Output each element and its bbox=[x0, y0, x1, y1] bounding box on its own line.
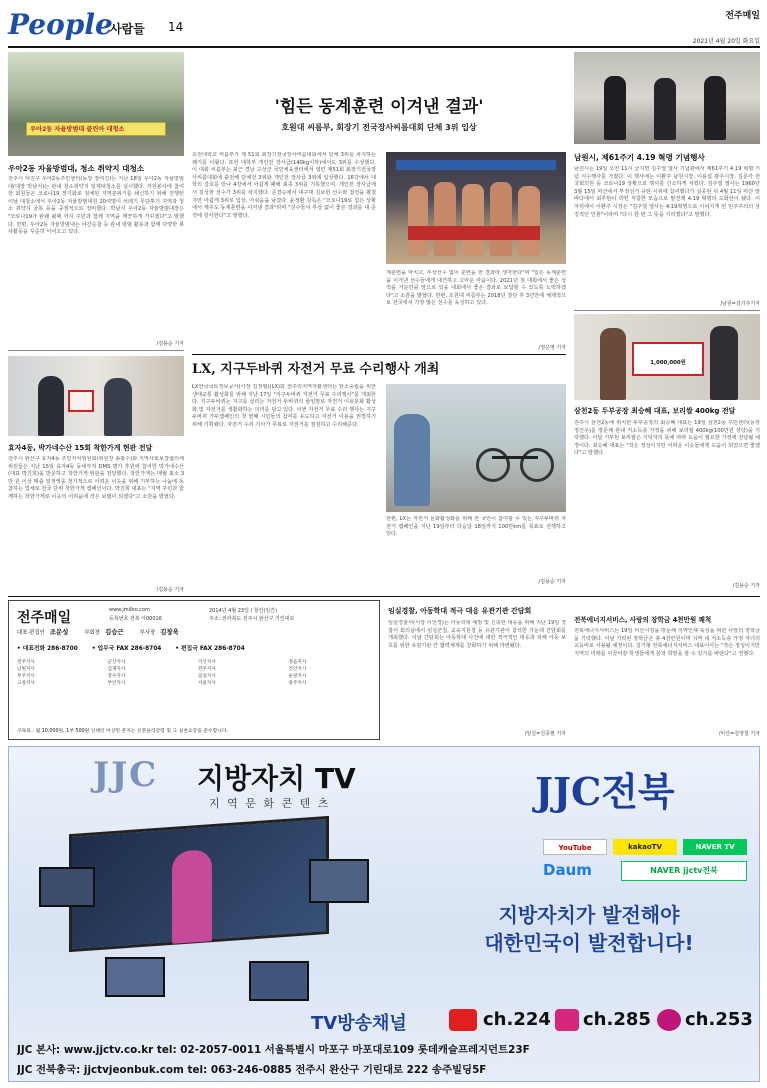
byline-namwon: /남원=김기주기자 bbox=[720, 301, 760, 307]
page-number: 14 bbox=[168, 20, 184, 34]
anchor bbox=[172, 849, 212, 944]
masthead bbox=[8, 6, 760, 46]
row2-rule bbox=[8, 596, 760, 597]
check-amount: 1,000,000원 bbox=[650, 360, 686, 366]
directory-reg: 등록번호 전북 아00016 bbox=[109, 616, 162, 622]
editor-label: 부회장 bbox=[84, 630, 101, 636]
section-title-en: People bbox=[8, 8, 113, 41]
kt-icon bbox=[449, 1009, 477, 1031]
branch-item: 장수지사 bbox=[107, 674, 126, 679]
directory-url: www.jmilbo.com bbox=[109, 607, 150, 613]
byline-hyoja: /김용순 기자 bbox=[156, 587, 184, 593]
ad-subtitle: 지 역 문 화 콘 텐 츠 bbox=[209, 797, 331, 810]
person-1 bbox=[38, 376, 64, 436]
subhead-ssireum: 호원대 씨름부, 회장기 전국장사씨름대회 단체 3위 입상 bbox=[281, 123, 477, 132]
lx-top-rule bbox=[192, 354, 566, 355]
branch-item: 익산지사 bbox=[198, 660, 216, 665]
ad-tv-label: TV방송채널 bbox=[311, 1013, 407, 1034]
byline-samcheon: /김용순 기자 bbox=[732, 583, 760, 589]
photo-samcheon bbox=[574, 314, 760, 400]
headline-hyoja: 효자4동, 박가네수산 15회 착한가게 현판 전달 bbox=[8, 444, 153, 452]
person-left bbox=[600, 328, 626, 400]
headline-namwon: 남원시, 제61주기 4.19 혁명 기념행사 bbox=[574, 153, 705, 162]
body-ssireum-left: 호원대학교 씨름부가 제 51회 회장기전국장사씨름대회에서 단체 3위를 차지하는 쾌거를 이뤘다. 또한 대학부 개인전 장사급(140kg이하)에서도 3위를 수상했다. 이 대회 씨름부는 최근 경남 고성군 국민체육센터에서 열린 제51회 회장기전국장사씨름대회에 출전해 단체전 3위와 개인전 장사급 3위에 입상했다. 16강에서 대학의 강호를 만나 4강에서 아쉽게 패해 최종 3위를 기록했으며, 개인전 장사급에서 김성현 선수가 3위를 차지했다. 준결승에서 대구대 김보헌 선수와 접전을 펼쳤지만 아쉽게 3위로 입상, 아쉬움을 남겼다. 윤정환 감독은 "코로나19로 힘든 상황에서 제주도 동계훈련을 이겨낸 결과"라며 "선수들이 부상 없이 좋은 결과를 내 준 것에 감사한다"고 말했다. bbox=[192, 152, 376, 219]
tv-screen-small-2 bbox=[309, 859, 369, 903]
mechanic bbox=[394, 414, 430, 506]
headline-uah2: 우아2동 자율방범대, 청소 취약지 대청소 bbox=[8, 164, 145, 173]
photo-hyoja bbox=[8, 356, 184, 436]
ad-jjc bbox=[8, 746, 760, 1082]
platform-naver-jjctv: NAVER jjctv전북 bbox=[621, 861, 747, 881]
person-c bbox=[704, 76, 726, 140]
athlete-1 bbox=[408, 186, 428, 256]
editor-name: 김승근 bbox=[105, 628, 124, 636]
directory-paper-name: 전주매일 bbox=[17, 610, 72, 626]
person-b bbox=[654, 78, 676, 140]
directory-footer: 구독료 : 월 10,000원, 1부 500원 인쇄인 이상민 본지는 신문윤리강령 및 그 실천요강을 준수합니다. bbox=[17, 729, 229, 734]
ad-footer-1: JJC 본사: www.jjctv.co.kr tel: 02-2057-0011 서울특별시 마포구 마포대로109 롯데캐슬프레지던트23F bbox=[17, 1044, 530, 1056]
directory-publish-info: 2014년 4월 23일 / 창간(일간) bbox=[209, 608, 278, 614]
ad-logo-jjc-jeonbuk: JJC전북 bbox=[535, 769, 675, 814]
tv-screen-small-4 bbox=[249, 961, 309, 1001]
publisher-name: 조문성 bbox=[49, 628, 69, 636]
branch-item: 전주지사 bbox=[17, 660, 35, 665]
tv-screen-small-1 bbox=[39, 867, 95, 907]
tv-screen-large bbox=[69, 816, 329, 952]
tv-screen-small-3 bbox=[105, 957, 165, 997]
bike-wheel-2 bbox=[520, 448, 554, 482]
platform-daum: Daum bbox=[543, 861, 592, 879]
body-samcheon: 전주시 삼천2동에 위치한 두부공장의 최승혜 대표는 19일 삼천2동 주민센터(동장 정진우)를 방문해 관내 저소득층 가정을 위해 보리쌀 400kg(100만원 상당)을 기탁했다. 이날 기부된 보리쌀은 기탁자의 뜻에 따라 도움이 필요한 가정에 전달될 예정이다. 최승혜 대표는 "작은 정성이지만 어려운 이웃들에게 도움이 되었으면 좋겠다"고 말했다. bbox=[574, 420, 760, 457]
directory-phone-row bbox=[17, 643, 373, 652]
headline-imsil: 임실경찰, 아동학대 적극 대응 유관기관 간담회 bbox=[388, 607, 532, 615]
branch-item: 서울지사 bbox=[198, 681, 216, 686]
banner bbox=[396, 160, 556, 170]
headline-samcheon: 삼천2동 두부공장 최승혜 대표, 보리쌀 400kg 전달 bbox=[574, 407, 736, 415]
directory-staff-row bbox=[17, 627, 373, 641]
body-imsil: 임실경찰서(서장 이인경)는 아동학대 예방 및 신속한 대응을 위해 지난 19일 경찰서 회의실에서 임실군청, 교육지원청 등 유관기관이 참석한 가운데 간담회를 개최했다. 이날 간담회는 아동학대 사건에 대한 적극적인 대응과 피해 아동 보호를 위한 유관기관 간 협력체계를 강화하기 위해 마련됐다. bbox=[388, 620, 566, 649]
athlete-3 bbox=[462, 184, 484, 256]
branch-item: 군산지사 bbox=[107, 660, 126, 665]
photo-namwon bbox=[574, 52, 760, 144]
ad-slogan-1: 지방자치가 발전해야 bbox=[498, 903, 680, 927]
body-lx-right: 한편, LX는 자전거 문화활성화를 위해 전 국민이 참여할 수 있는 지구두바퀴 자전거 캠페인을 지난 19일부터 다음달 18일까지 100만km를 목표로 진행하고 있다. bbox=[386, 516, 566, 538]
masthead-rule bbox=[8, 46, 760, 48]
photo-ssireum bbox=[386, 152, 566, 264]
btv-icon bbox=[555, 1009, 579, 1031]
body-energy: 전북에너지서비스는 19일 익산시청을 방문해 지역인재 육성을 위한 사랑의 장학금을 기탁했다. 이날 기탁된 장학금은 총 4천만원이며 지역 내 저소득층 가정 자녀의 교육비로 사용될 예정이다. 김기형 전북에너지서비스 대표이사는 "작은 정성이지만 지역의 미래를 이끌어갈 학생들에게 꿈과 희망을 줄 수 있기를 바란다"고 전했다. bbox=[574, 628, 760, 657]
channel-kt: ch.224 bbox=[483, 1009, 551, 1030]
branch-item: 남원지사 bbox=[17, 667, 35, 672]
photo-bicycle-repair bbox=[386, 384, 566, 512]
athlete-5 bbox=[518, 186, 540, 256]
headline-energy: 전북에너지서비스, 사랑의 장학금 4천만원 쾌척 bbox=[574, 616, 712, 624]
section-title-ko: 사람들 bbox=[110, 22, 145, 36]
platform-youtube: YouTube bbox=[543, 839, 607, 855]
body-lx-left: LX한국국토정보공사(사장 김정렬)(LX)와 전주리지역자활센터는 탄소중립을 위한 생태교통 활성화를 위해 지난 17일 "지구두바퀴 자전거 무료 수리행사"를 개최한다. 지구두바퀴는 지구를 살리는 자전거 두바퀴의 줄임말로 자전거 이용문화 활성화 및 자전거를 생활화하는 의미를 담고 있다. 이번 자전거 무료 수리 행사는 지구두바퀴 가두캠페인의 첫 번째 시민들의 참여를 유도하고 자전거 이용을 권장하기 위해 기획됐다. 자전거 수리 기사가 무료로 자전거를 점검하고 수리해준다. bbox=[192, 384, 376, 428]
uplus-icon bbox=[657, 1009, 681, 1031]
person-2 bbox=[104, 378, 132, 436]
body-hyoja: 전주시 완산구 효자4동 주민자치위원회(위원장 송광수)와 지역사회보장협의체 위원들은 지난 15일 효자4동 동네부처 DMS 명가 후원에 참여한 박가네수산(대표 박진희)을 방문하고 착한가게 현판을 전달했다. 착한가게는 매월 최소 3만 원 이상 매출 일정액을 정기적으로 어려운 이웃을 위해 기부하는 나눔에 동참하는 업체로 전국 단위 착한가게 캠페인이다. 박진희 대표는 "지역 주민과 함께하는 착한가게로 이웃의 어려움에 작은 보탬이 되겠다"고 소감을 밝혔다. bbox=[8, 456, 184, 500]
directory-address: 주소: 전라북도 전주시 완산구 기린대로 bbox=[209, 616, 295, 622]
branch-item: 정읍지사 bbox=[288, 660, 307, 665]
headline-ssireum: '힘든 동계훈련 이겨낸 결과' bbox=[274, 97, 484, 117]
platform-navertv: NAVER TV bbox=[683, 839, 747, 855]
paper-name: 전주매일 bbox=[725, 11, 760, 21]
ad-slogan-2: 대한민국이 발전합니다! bbox=[484, 931, 694, 955]
phone-main: • 대표전화 286-8700 bbox=[17, 646, 78, 652]
byline-uah2: /김용순 기자 bbox=[156, 341, 184, 347]
branch-item: 진안지사 bbox=[288, 667, 307, 672]
branch-item: 광주지사 bbox=[288, 681, 307, 686]
byline-energy: /익산=김영철 기자 bbox=[718, 731, 760, 737]
branch-item: 부안지사 bbox=[107, 681, 126, 686]
plaque bbox=[68, 390, 94, 412]
headline-lx: LX, 지구두바퀴 자전거 무료 수리행사 개최 bbox=[192, 362, 440, 377]
photo-banner-text: 우아2동 자율방범대 클린아 대청소 bbox=[30, 126, 125, 133]
byline-lx: /김용순 기자 bbox=[538, 579, 566, 585]
divider bbox=[574, 310, 760, 311]
byline-ssireum: /정은영 기자 bbox=[538, 345, 566, 351]
phone-ad: • 업무국 FAX 286-8704 bbox=[91, 646, 162, 652]
branch-item: 임실지사 bbox=[198, 674, 216, 679]
branch-item: 순창지사 bbox=[288, 674, 307, 679]
reporter-name: 김창욱 bbox=[160, 628, 179, 636]
channel-uplus: ch.253 bbox=[685, 1009, 753, 1030]
branch-item: 완주지사 bbox=[198, 667, 216, 672]
ad-title: 지방자치 TV bbox=[197, 762, 356, 795]
athlete-2 bbox=[434, 182, 456, 256]
byline-imsil: /임실=진종필 기자 bbox=[524, 731, 566, 737]
athlete-4 bbox=[490, 182, 512, 256]
reporter-label: 부사장 bbox=[139, 630, 156, 636]
divider bbox=[8, 350, 184, 351]
body-ssireum-right: 계훈련을 마치고, 부상선수 없이 훈련을 한 결과라 생각한다"며 "힘든 동계훈련을 이겨낸 선수들에게 대견하고 고마운 마음이다. 2021년 첫 대회에서 좋은 성적을 거둔만큼 앞으로 있을 대회에서 좋은 결과로 보답할 수 있도록 노력하겠다"고 소감을 밝혔다. 한편, 호원대 씨름부는 2018년 창단 후 3년만에 체계적으로 전국에서 가장 많은 선수를 육성하고 있다. bbox=[386, 270, 566, 307]
branch-item: 고창지사 bbox=[17, 681, 35, 686]
person-a bbox=[604, 76, 626, 140]
directory-box bbox=[8, 600, 380, 740]
photo-volunteers bbox=[8, 52, 184, 156]
branch-item: 김제지사 bbox=[107, 667, 126, 672]
issue-date: 2021년 4월 20일 화요일 bbox=[692, 38, 760, 45]
body-namwon: 남원시는 19일 오전 11시 금지면 김주열 열사 기념관에서 제61주기 4.19 혁명 기념 식수행사를 가졌다. 이 행사에는 이환주 남원시장, 이용섭 광주시장, 김문각 전 국회의원 등 코로나19 상황으로 행사를 간소하게 치렀다. 김주열 열사는 1960년 3월 15일 마산에서 부정선거 규탄 시위에 참여했다가 실종된 뒤 4월 11일 마산 앞바다에서 최루탄이 박힌 처참한 모습으로 발견돼 4.19 혁명의 도화선이 됐다. 이 자리에서 이환주 시장은 "김주열 열사는 4.19혁명으로 이어지게 된 민주주의의 상징적인 인물"이라며 "다시 한 번 그 뜻을 기리겠다"고 말했다. bbox=[574, 166, 760, 218]
bike-frame bbox=[492, 456, 538, 459]
platform-kakaotv: kakaoTV bbox=[613, 839, 677, 855]
branch-item: 무주지사 bbox=[17, 674, 35, 679]
ad-footer-2: JJC 전북총국: jjctvjeonbuk.com tel: 063-246-0885 전주시 완산구 기린대로 222 송주빌딩5F bbox=[17, 1064, 487, 1076]
body-uah2: 전주시 덕진구 우아2동주민센터(동장 장여진)는 지난 18일 우아2동 자율방범대(대장 박남식)는 관내 청소취약지 일제대청소를 실시했다. 자원봉사에 참여한 회원들은 코로나19 장기화로 침체된 지역분위기를 쇄신하기 위해 진행된 이날 대청소에서 우아2동 자율방범대원 20여명이 쓰레기 무단투기 지역과 청소 취약지 골목 등을 중점적으로 정비했다. 박남식 우아2동 자율방범대장은 "코로나19가 완쾌 될때 까지 주민과 함께 지역을 깨끗하게 가꾸겠다"고 말했다. 한편, 우아2동 자율방범대는 야간순찰 등 관내 방범 활동과 함께 다양한 봉사활동을 꾸준히 이어오고 있다. bbox=[8, 176, 184, 236]
publisher-label: 대표·편집인 bbox=[17, 630, 45, 636]
shorts bbox=[408, 226, 540, 240]
branch-list bbox=[17, 659, 373, 686]
bike-wheel-1 bbox=[476, 448, 510, 482]
channel-btv: ch.285 bbox=[583, 1009, 651, 1030]
ad-logo-jjc: JJC bbox=[93, 755, 159, 795]
person-right bbox=[710, 326, 738, 400]
phone-news: • 편집국 FAX 286-8704 bbox=[175, 646, 245, 652]
